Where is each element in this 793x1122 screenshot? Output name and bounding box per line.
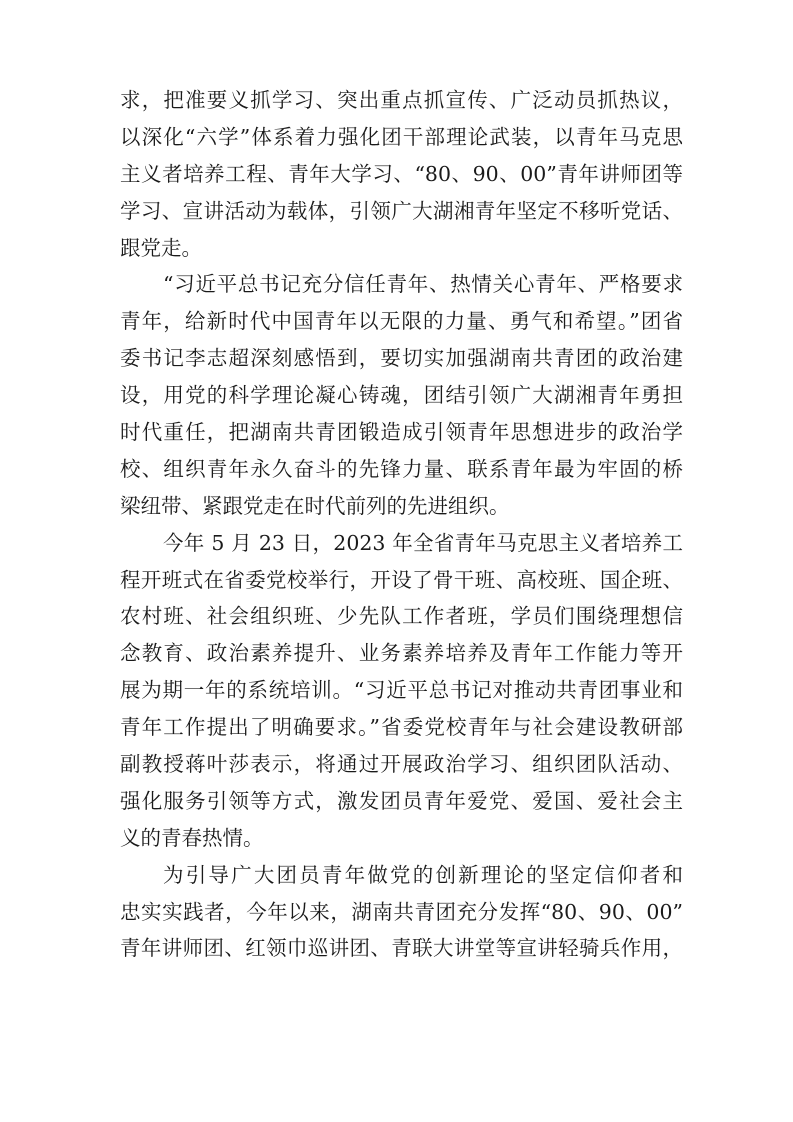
text-line: 忠实实践者，今年以来，湖南共青团充分发挥“80、90、00”	[120, 899, 683, 924]
paragraph	[120, 82, 683, 266]
text-line: 求，把准要义抓学习、突出重点抓宣传、广泛动员抓热议，	[120, 88, 683, 112]
text-line: 以深化“六学”体系着力强化团干部理论武装，以青年马克思	[120, 124, 683, 149]
text-line: 为引导广大团员青年做党的创新理论的坚定信仰者和	[163, 862, 683, 887]
text-line: 跟党走。	[120, 235, 202, 260]
text-line: 青年，给新时代中国青年以无限的力量、勇气和希望。”团省	[120, 309, 683, 334]
text-line: 农村班、社会组织班、少先队工作者班，学员们围绕理想信	[120, 604, 683, 629]
text-line: 时代重任，把湖南共青团锻造成引领青年思想进步的政治学	[120, 420, 683, 445]
text-line: 学习、宣讲活动为载体，引领广大湖湘青年坚定不移听党话、	[120, 198, 683, 223]
text-line: 委书记李志超深刻感悟到，要切实加强湖南共青团的政治建	[120, 346, 683, 371]
text-line: 青年工作提出了明确要求。”省委党校青年与社会建设教研部	[120, 715, 683, 740]
text-line: 主义者培养工程、青年大学习、“80、90、00”青年讲师团等	[120, 161, 683, 186]
body-text	[120, 82, 683, 967]
text-line: “习近平总书记充分信任青年、热情关心青年、严格要求	[163, 272, 683, 297]
text-line: 青年讲师团、红领巾巡讲团、青联大讲堂等宣讲轻骑兵作用，	[120, 936, 683, 961]
text-line: 强化服务引领等方式，激发团员青年爱党、爱国、爱社会主	[120, 788, 683, 813]
text-line: 校、组织青年永久奋斗的先锋力量、联系青年最为牢固的桥	[120, 456, 683, 481]
text-line: 副教授蒋叶莎表示，将通过开展政治学习、组织团队活动、	[120, 752, 683, 777]
text-line: 梁纽带、紧跟党走在时代前列的先进组织。	[120, 493, 510, 518]
text-line: 设，用党的科学理论凝心铸魂，团结引领广大湖湘青年勇担	[120, 383, 683, 408]
paragraph	[120, 857, 683, 968]
paragraph	[120, 525, 683, 857]
text-line: 展为期一年的系统培训。“习近平总书记对推动共青团事业和	[120, 678, 683, 703]
text-line: 今年 5 月 23 日，2023 年全省青年马克思主义者培养工	[163, 530, 683, 555]
text-line: 义的青春热情。	[120, 825, 264, 850]
text-line: 程开班式在省委党校举行，开设了骨干班、高校班、国企班、	[120, 567, 683, 592]
paragraph	[120, 266, 683, 524]
text-line: 念教育、政治素养提升、业务素养培养及青年工作能力等开	[120, 641, 683, 666]
